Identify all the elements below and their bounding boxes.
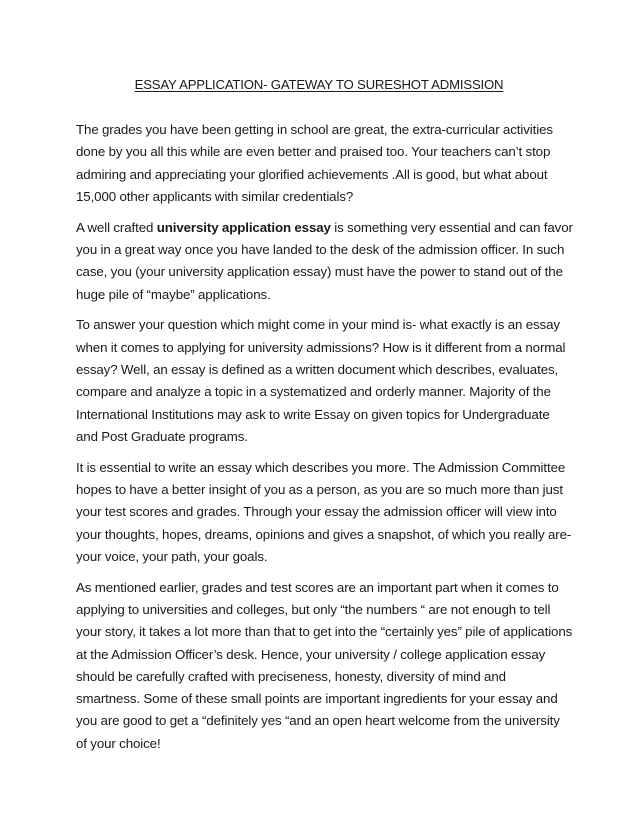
document-body	[76, 119, 573, 764]
paragraph-describes-you: It is essential to write an essay which describes you more. The Admission Committee hopes to have a better insight of you as a person, as you are so much more than just your test scores and grades. Through your essay the admission officer will view into your thoughts, hopes, dreams, opinions and gives a snapshot, of which you really are- your voice, your path, your goals.	[76, 459, 572, 564]
paragraph-what-is-essay: To answer your question which might come in your mind is- what exactly is an essay when it comes to applying for university admissions? How is it different from a normal essay? Well, an essay is defined as a written document which describes, evaluates, compare and analyze a topic in a systematized and orderly manner. Majority of the International Institutions may ask to write Essay on given topics for Undergraduate and Post Graduate programs.	[76, 317, 566, 444]
paragraph-well-crafted-rest: is something very essential and can favor you in a great way once you have landed to the desk of the admission officer. In such case, you (your university application essay) must have the power to stand out of the huge pile of “maybe” applications.	[76, 219, 573, 302]
paragraph-well-crafted-lead: A well crafted	[76, 219, 157, 235]
bold-phrase-university-application-essay: university application essay	[156, 219, 331, 235]
document-title: ESSAY APPLICATION- GATEWAY TO SURESHOT ADMISSION	[134, 77, 504, 92]
paragraph-well-crafted	[76, 217, 573, 306]
paragraph-grades-and-scores: As mentioned earlier, grades and test scores are an important part when it comes to applying to universities and colleges, but only “the numbers “ are not enough to tell your story, it takes a lot more than that to get into the “certainly yes” pile of applications at the Admission Officer’s desk. Hence, your university / college application essay should be carefully crafted with preciseness, honesty, diversity of mind and smartness. Some of these small points are important ingredients for your essay and you are good to get a “definitely yes “and an open heart welcome from the university of your choice!	[76, 579, 573, 751]
paragraph-grades: The grades you have been getting in school are great, the extra-curricular activities done by you all this while are even better and praised too. Your teachers can’t stop admiring and appreciating your glorified achievements .All is good, but what about 15,000 other applicants with similar credentials?	[76, 122, 553, 204]
